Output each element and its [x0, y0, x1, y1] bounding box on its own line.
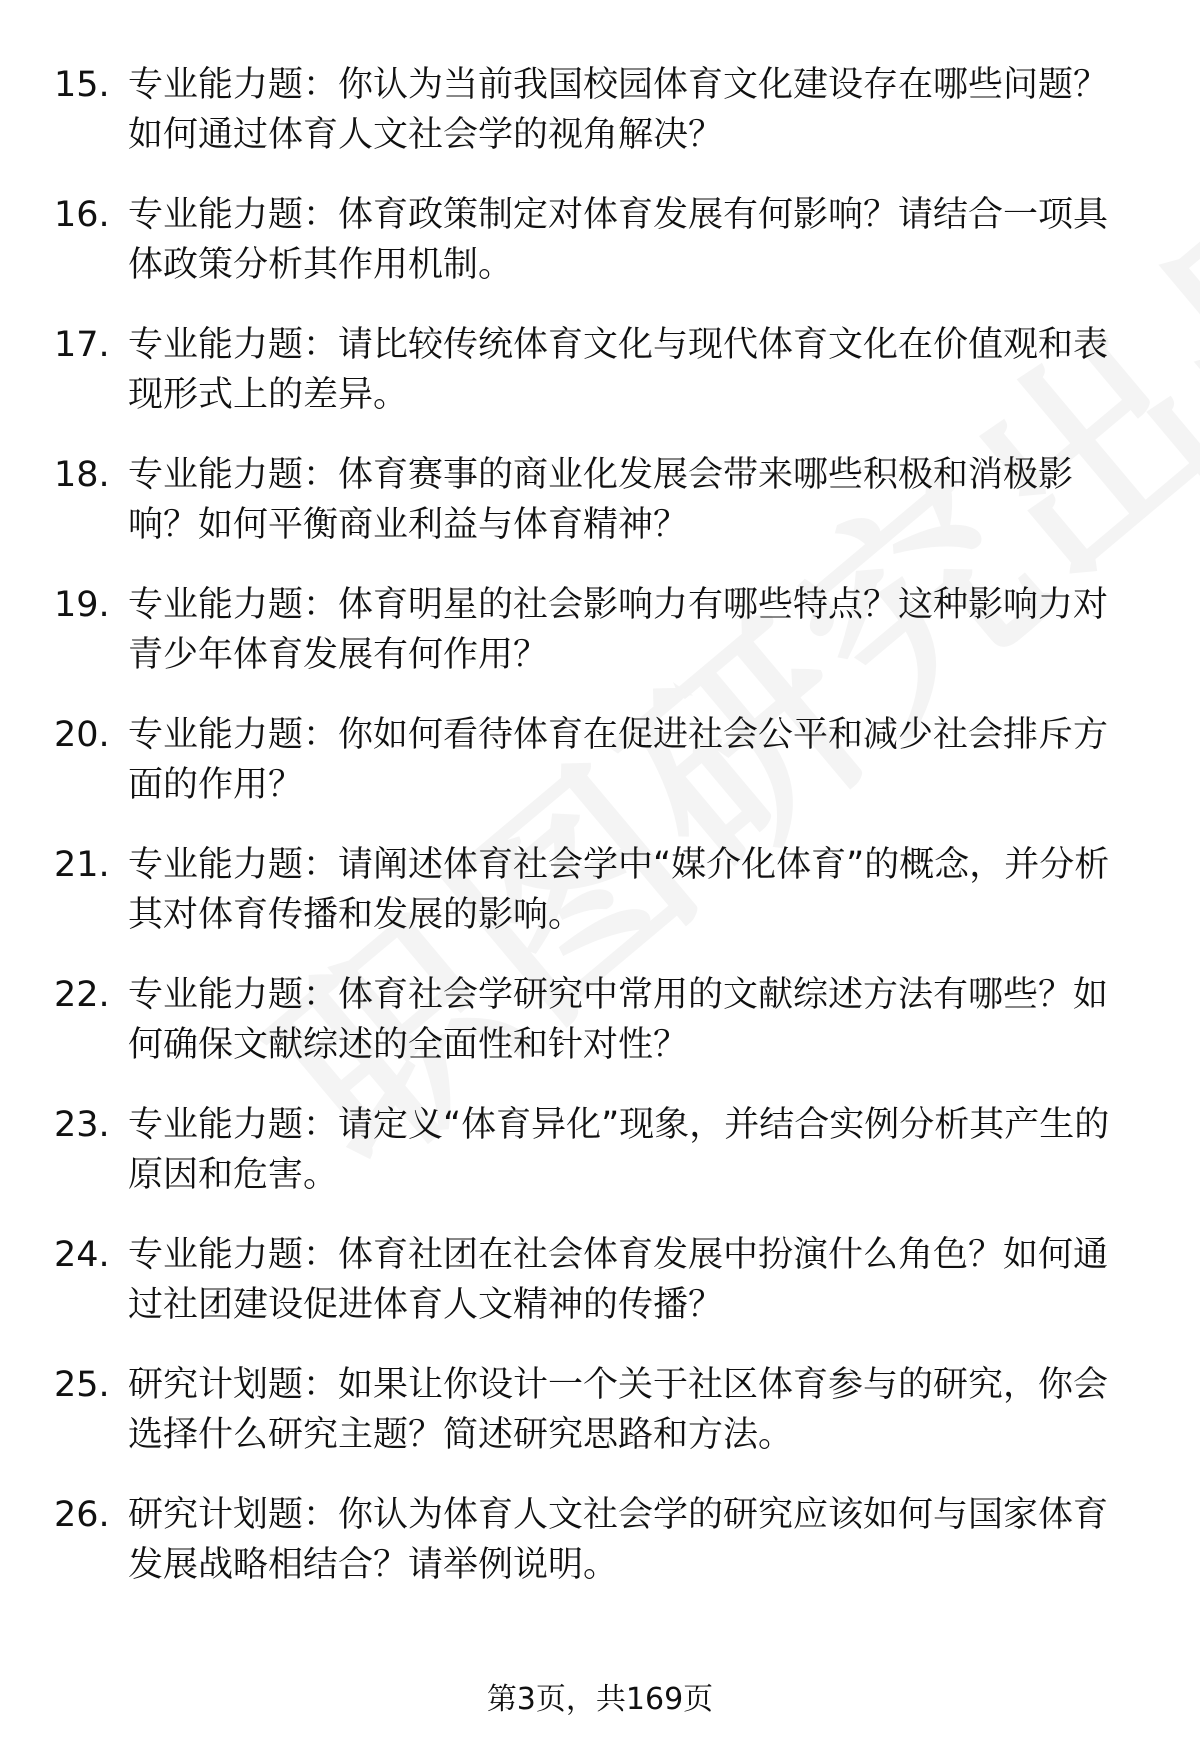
question-item: [0, 710, 1200, 840]
question-item: [0, 60, 1200, 190]
question-number: 15.: [54, 65, 110, 105]
question-number: 17.: [54, 325, 110, 365]
question-number: 18.: [54, 455, 110, 495]
question-item: [0, 840, 1200, 970]
question-item: [0, 1490, 1200, 1620]
question-number: 21.: [54, 845, 110, 885]
question-item: [0, 190, 1200, 320]
page-footer: 第3页，共169页: [486, 1682, 714, 1717]
question-number: 23.: [54, 1105, 110, 1145]
question-item: [0, 1230, 1200, 1360]
question-number: 25.: [54, 1365, 110, 1405]
question-number: 24.: [54, 1235, 110, 1275]
question-number: 26.: [54, 1495, 110, 1535]
question-item: [0, 320, 1200, 450]
question-text: 研究计划题：如果让你设计一个关于社区体育参与的研究，你会选择什么研究主题？简述研究思路和方法。: [128, 1365, 1109, 1455]
question-text: 专业能力题：体育政策制定对体育发展有何影响？请结合一项具体政策分析其作用机制。: [128, 195, 1109, 285]
question-item: [0, 970, 1200, 1100]
question-item: [0, 450, 1200, 580]
question-text: 专业能力题：请定义“体育异化”现象，并结合实例分析其产生的原因和危害。: [128, 1105, 1110, 1195]
question-text: 专业能力题：你认为当前我国校园体育文化建设存在哪些问题？如何通过体育人文社会学的视角解决？: [128, 65, 1109, 155]
question-number: 20.: [54, 715, 110, 755]
question-text: 专业能力题：体育明星的社会影响力有哪些特点？这种影响力对青少年体育发展有何作用？: [128, 585, 1109, 675]
question-text: 专业能力题：请阐述体育社会学中“媒介化体育”的概念，并分析其对体育传播和发展的影响。: [128, 845, 1110, 935]
question-text: 专业能力题：你如何看待体育在促进社会公平和减少社会排斥方面的作用？: [128, 715, 1109, 805]
question-item: [0, 1100, 1200, 1230]
question-text: 专业能力题：体育赛事的商业化发展会带来哪些积极和消极影响？如何平衡商业利益与体育精神？: [128, 455, 1074, 545]
question-item: [0, 580, 1200, 710]
question-text: 研究计划题：你认为体育人文社会学的研究应该如何与国家体育发展战略相结合？请举例说明。: [128, 1495, 1109, 1585]
question-number: 19.: [54, 585, 110, 625]
question-text: 专业能力题：体育社会学研究中常用的文献综述方法有哪些？如何确保文献综述的全面性和针对性？: [128, 975, 1109, 1065]
question-text: 专业能力题：请比较传统体育文化与现代体育文化在价值观和表现形式上的差异。: [128, 325, 1109, 415]
question-number: 22.: [54, 975, 110, 1015]
question-text: 专业能力题：体育社团在社会体育发展中扮演什么角色？如何通过社团建设促进体育人文精神的传播？: [128, 1235, 1109, 1325]
question-item: [0, 1360, 1200, 1490]
question-number: 16.: [54, 195, 110, 235]
